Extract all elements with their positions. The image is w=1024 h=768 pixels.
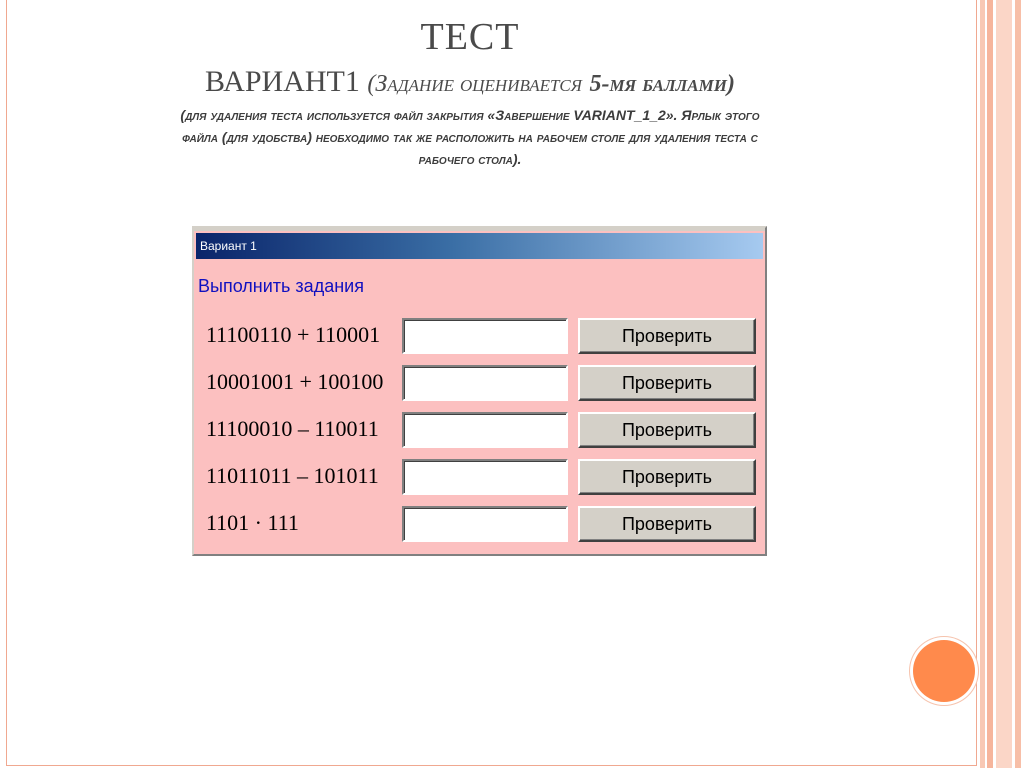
instruction-note: [70, 104, 870, 170]
check-button-2[interactable]: Проверить: [578, 365, 756, 401]
task-row-4: [194, 459, 765, 497]
task-expression: 10001001 + 100100: [206, 369, 384, 394]
task-row-3: [194, 412, 765, 450]
check-button-5[interactable]: Проверить: [578, 506, 756, 542]
task-expression: 1101 · 111: [206, 510, 299, 535]
subtitle-variant: ВАРИАНТ1: [205, 65, 360, 98]
check-button-4[interactable]: Проверить: [578, 459, 756, 495]
task-row-5: [194, 506, 765, 544]
answer-input-4[interactable]: [402, 459, 568, 495]
answer-input-1[interactable]: [402, 318, 568, 354]
decorative-stripe: [978, 0, 1024, 768]
task-row-1: [194, 318, 765, 356]
decorative-dot: [913, 640, 975, 702]
note-line-3: рабочего стола).: [418, 151, 522, 167]
check-button-3[interactable]: Проверить: [578, 412, 756, 448]
slide-title-block: [100, 14, 840, 102]
window-heading: Выполнить задания: [198, 276, 364, 296]
window-titlebar[interactable]: Вариант 1: [196, 233, 763, 259]
slide-subtitle: [100, 64, 840, 102]
note-line-1: (для удаления теста используется файл закрытия «Завершение VARIANT_1_2». Ярлык этого: [180, 107, 760, 123]
task-expression: 11100010 – 110011: [206, 416, 379, 441]
test-window: [192, 226, 767, 556]
answer-input-2[interactable]: [402, 365, 568, 401]
task-row-2: [194, 365, 765, 403]
check-button-1[interactable]: Проверить: [578, 318, 756, 354]
subtitle-note: (Задание оценивается: [367, 71, 582, 97]
note-line-2: файла (для удобства) необходимо так же расположить на рабочем столе для удаления теста с: [182, 129, 758, 145]
slide-title: ТЕСТ: [420, 16, 520, 58]
answer-input-5[interactable]: [402, 506, 568, 542]
task-expression: 11100110 + 110001: [206, 322, 381, 347]
answer-input-3[interactable]: [402, 412, 568, 448]
subtitle-score: 5-мя баллами): [589, 71, 735, 97]
task-expression: 11011011 – 101011: [206, 463, 379, 488]
